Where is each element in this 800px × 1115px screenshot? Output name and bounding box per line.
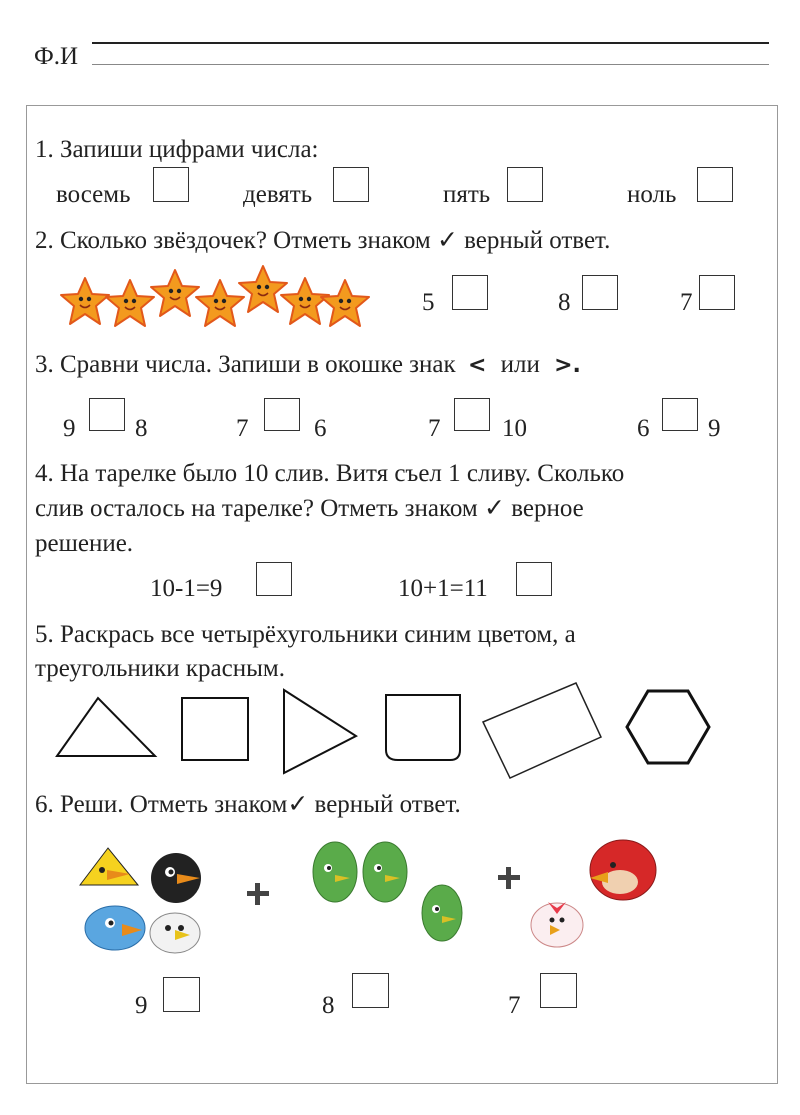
task3-pair2-left: 7 — [236, 415, 249, 442]
plus-sign-1 — [247, 883, 269, 905]
task3-pair1-right: 8 — [135, 415, 148, 442]
task3-compare-box-4[interactable] — [662, 398, 698, 431]
starfish-icon — [239, 266, 287, 312]
task2-option-5: 5 — [422, 289, 435, 316]
task1-word-zero: ноль — [627, 181, 677, 208]
task3-compare-box-1[interactable] — [89, 398, 125, 431]
pink-bow-bird-icon — [531, 902, 583, 947]
task3-pair3-left: 7 — [428, 415, 441, 442]
triangle-shape-1[interactable] — [57, 698, 155, 756]
green-bird-icon — [422, 885, 462, 941]
starfish-icon — [196, 280, 244, 326]
name-line-bottom[interactable] — [92, 64, 769, 65]
task5-line2: треугольники красным. — [35, 655, 285, 682]
task4-option-subtract: 10-1=9 — [150, 575, 223, 602]
task4-checkbox-add[interactable] — [516, 562, 552, 596]
task3-compare-box-3[interactable] — [454, 398, 490, 431]
task6-checkbox-7[interactable] — [540, 973, 577, 1008]
yellow-bird-icon — [80, 848, 138, 885]
task1-word-five: пять — [443, 181, 491, 208]
task4-line1: 4. На тарелке было 10 слив. Витя съел 1 сливу. Сколько — [35, 460, 625, 487]
less-than-sign: < — [467, 353, 487, 378]
blue-bird-icon — [85, 906, 145, 950]
task6-option-9: 9 — [135, 992, 148, 1019]
quadrilateral-shape[interactable] — [386, 695, 460, 760]
starfish-icon — [106, 280, 154, 326]
task3-or: или — [500, 351, 540, 378]
green-bird-icon — [363, 842, 407, 902]
square-shape[interactable] — [182, 698, 248, 760]
task2-checkbox-7[interactable] — [699, 275, 735, 310]
task6-title: 6. Реши. Отметь знаком✓ верный ответ. — [35, 791, 461, 818]
starfish-icon — [281, 278, 329, 324]
name-line-top — [92, 42, 769, 44]
task3-pair3-right: 10 — [502, 415, 527, 442]
task1-answer-box-3[interactable] — [507, 167, 543, 202]
task3-title-text: 3. Сравни числа. Запиши в окошке знак — [35, 351, 456, 378]
task2-checkbox-5[interactable] — [452, 275, 488, 310]
task6-option-8: 8 — [322, 992, 335, 1019]
tilted-rectangle-shape[interactable] — [483, 683, 601, 778]
task2-checkbox-8[interactable] — [582, 275, 618, 310]
task1-answer-box-4[interactable] — [697, 167, 733, 202]
task3-pair1-left: 9 — [63, 415, 76, 442]
task3-pair4-right: 9 — [708, 415, 721, 442]
black-bird-icon — [151, 853, 201, 903]
task6-checkbox-9[interactable] — [163, 977, 200, 1012]
green-bird-icon — [313, 842, 357, 902]
birds-illustration — [60, 830, 780, 960]
task6-checkbox-8[interactable] — [352, 973, 389, 1008]
task5-line1: 5. Раскрась все четырёхугольники синим цветом, а — [35, 621, 576, 648]
greater-than-sign: >. — [554, 353, 581, 378]
task6-option-7: 7 — [508, 992, 521, 1019]
task2-option-7: 7 — [680, 289, 693, 316]
task3-compare-box-2[interactable] — [264, 398, 300, 431]
task1-word-nine: девять — [243, 181, 313, 208]
plus-sign-2 — [498, 867, 520, 889]
shapes-row — [0, 680, 760, 780]
task3-pair2-right: 6 — [314, 415, 327, 442]
name-label: Ф.И — [34, 43, 79, 70]
task1-answer-box-1[interactable] — [153, 167, 189, 202]
starfish-icon — [61, 278, 109, 324]
task4-option-add: 10+1=11 — [398, 575, 488, 602]
task3-title — [35, 352, 581, 377]
task2-option-8: 8 — [558, 289, 571, 316]
task1-answer-box-2[interactable] — [333, 167, 369, 202]
task4-line3: решение. — [35, 530, 134, 557]
triangle-shape-2[interactable] — [284, 690, 356, 773]
starfish-icon — [151, 270, 199, 316]
task4-line2: слив осталось на тарелке? Отметь знаком ✓ верное — [35, 495, 584, 522]
red-bird-icon — [590, 840, 656, 900]
task2-title: 2. Сколько звёздочек? Отметь знаком ✓ верный ответ. — [35, 227, 611, 254]
starfish-group — [55, 262, 375, 332]
task1-title: 1. Запиши цифрами числа: — [35, 136, 319, 163]
starfish-icon — [321, 280, 369, 326]
task1-word-eight: восемь — [56, 181, 131, 208]
task4-checkbox-subtract[interactable] — [256, 562, 292, 596]
task3-pair4-left: 6 — [637, 415, 650, 442]
white-bird-icon — [150, 913, 200, 953]
hexagon-shape[interactable] — [627, 691, 709, 763]
